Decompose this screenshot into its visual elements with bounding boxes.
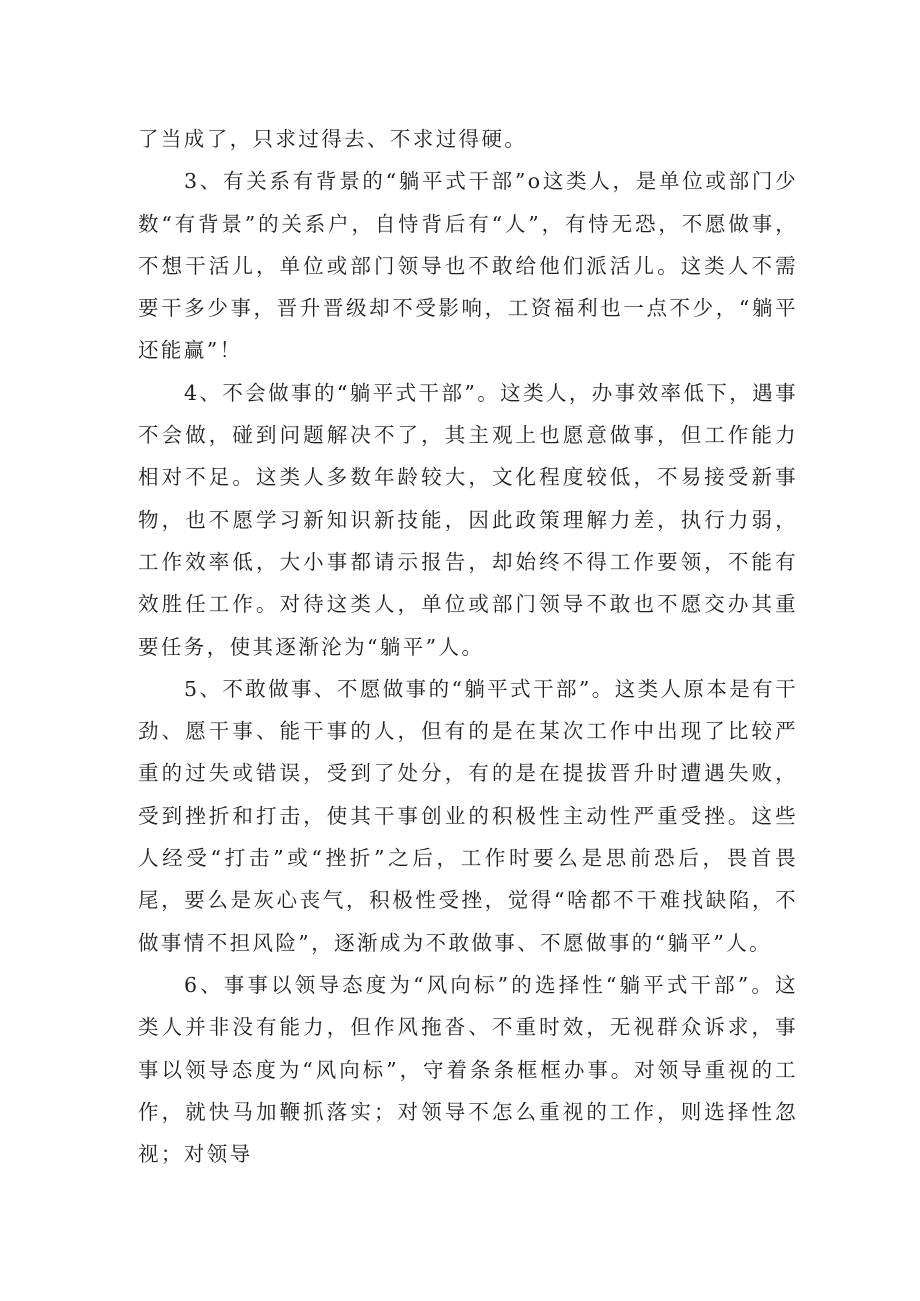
paragraph-item-4: 4、不会做事的“躺平式干部”。这类人，办事效率低下，遇事不会做，碰到问题解决不了，其主观上也愿意做事，但工作能力相对不足。这类人多数年龄较大，文化程度较低，不易接受新事物，也不愿学习新知识新技能，因此政策理解力差，执行力弱，工作效率低，大小事都请示报告，却始终不得工作要领，不能有效胜任工作。对待这类人，单位或部门领导不敢也不愿交办其重要任务，使其逐渐沦为“躺平”人。 bbox=[138, 380, 798, 659]
paragraph-continuation: 了当成了，只求过得去、不求过得硬。 bbox=[138, 127, 528, 151]
document-body bbox=[138, 118, 798, 1175]
paragraph-item-3: 3、有关系有背景的“躺平式干部”o这类人，是单位或部门少数“有背景”的关系户，自恃背后有“人”，有恃无恐，不愿做事，不想干活儿，单位或部门领导也不敢给他们派活儿。这类人不需要干多少事，晋升晋级却不受影响，工资福利也一点不少，“躺平还能赢”！ bbox=[138, 169, 798, 363]
paragraph-item-5: 5、不敢做事、不愿做事的“躺平式干部”。这类人原本是有干劲、愿干事、能干事的人，但有的是在某次工作中出现了比较严重的过失或错误，受到了处分，有的是在提拔晋升时遭遇失败，受到挫折和打击，使其干事创业的积极性主动性严重受挫。这些人经受“打击”或“挫折”之后，工作时要么是思前恐后，畏首畏尾，要么是灰心丧气，积极性受挫，觉得“啥都不干难找缺陷，不做事情不担风险”，逐渐成为不敢做事、不愿做事的“躺平”人。 bbox=[138, 676, 798, 955]
paragraph-item-6: 6、事事以领导态度为“风向标”的选择性“躺平式干部”。这类人并非没有能力，但作风拖沓、不重时效，无视群众诉求，事事以领导态度为“风向标”，守着条条框框办事。对领导重视的工作，就快马加鞭抓落实；对领导不怎么重视的工作，则选择性忽视；对领导 bbox=[138, 972, 798, 1167]
